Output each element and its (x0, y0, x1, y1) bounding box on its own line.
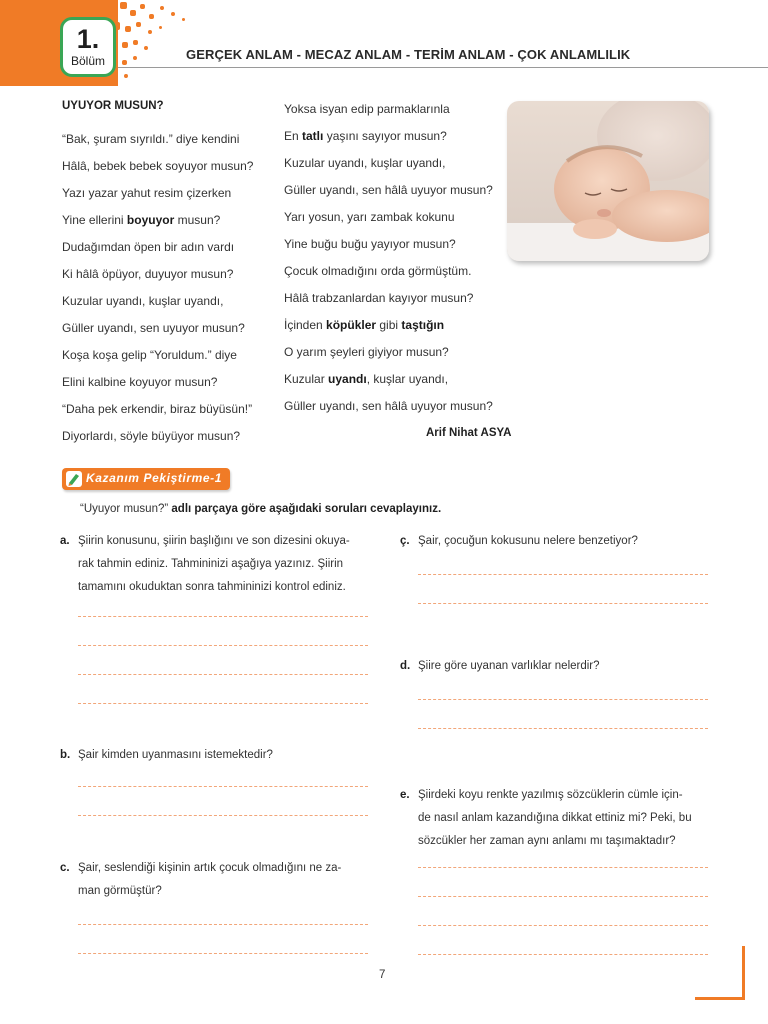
poem-line (284, 209, 493, 236)
answer-line[interactable] (418, 896, 708, 897)
poem-left-column (62, 131, 253, 455)
answer-line[interactable] (418, 603, 708, 604)
question-e (400, 784, 718, 853)
poem-text: Güller uyandı, sen hâlâ uyuyor musun? (284, 183, 493, 197)
answer-line[interactable] (418, 925, 708, 926)
poem-text: Yine ellerini (62, 213, 127, 227)
answer-line[interactable] (78, 924, 368, 925)
poem-line (284, 317, 493, 344)
poem-line (62, 266, 253, 293)
poem-text: Yoksa isyan edip parmaklarınla (284, 102, 450, 116)
question-text: de nasıl anlam kazandığına dikkat ettiniz mi? Peki, bu (418, 812, 692, 824)
answer-line[interactable] (78, 786, 368, 787)
poem-text: Yazı yazar yahut resim çizerken (62, 186, 232, 200)
poem-text: musun? (174, 213, 221, 227)
poem-bold-word: tatlı (302, 129, 324, 143)
poem-bold-word: taştığın (401, 318, 445, 332)
poem-text: , kuşlar uyandı, (366, 372, 449, 386)
poem-text: Hâlâ trabzanlardan kayıyor musun? (284, 291, 474, 305)
poem-text: En (284, 129, 303, 143)
poem-text: Diyorlardı, söyle büyüyor musun? (62, 429, 241, 443)
question-text: rak tahmin ediniz. Tahmininizi aşağıya yazınız. Şiirin (78, 558, 344, 570)
chapter-number: 1. (76, 24, 100, 54)
poem-line (284, 155, 493, 182)
poem-bold-word: köpükler (326, 318, 377, 332)
poem-line (62, 239, 253, 266)
instructions (80, 503, 441, 515)
question-c (60, 857, 378, 903)
decorative-mosaic (108, 0, 198, 86)
poem-right-column (284, 101, 493, 425)
poem-line (62, 185, 253, 212)
poem-text: Güller uyandı, sen hâlâ uyuyor musun? (284, 399, 493, 413)
poem-text: Hâlâ, bebek bebek soyuyor musun? (62, 159, 254, 173)
question-c-cedilla (400, 530, 718, 553)
poem-line (284, 371, 493, 398)
header-title: GERÇEK ANLAM - MECAZ ANLAM - TERİM ANLAM - ÇOK ANLAMLILIK (186, 47, 631, 62)
question-text: Şair, seslendiği kişinin artık çocuk olmadığını ne za- (78, 862, 342, 874)
poem-author: Arif Nihat ASYA (426, 427, 512, 439)
poem-line (284, 263, 493, 290)
poem-text: Kuzular uyandı, kuşlar uyandı, (62, 294, 224, 308)
poem-text: “Daha pek erkendir, biraz büyüsün!” (62, 402, 253, 416)
question-letter: b. (60, 749, 71, 761)
poem-line (284, 128, 493, 155)
poem-line (62, 293, 253, 320)
poem-line (284, 236, 493, 263)
poem-text: Elini kalbine koyuyor musun? (62, 375, 218, 389)
poem-text: Dudağımdan öpen bir adın vardı (62, 240, 235, 254)
kazanim-label: Kazanım Pekiştirme-1 (86, 471, 223, 485)
poem-line (62, 158, 253, 185)
answer-line[interactable] (418, 728, 708, 729)
poem-text: yaşını sayıyor musun? (323, 129, 447, 143)
question-letter: ç. (400, 535, 410, 547)
poem-line (284, 182, 493, 209)
answer-line[interactable] (78, 815, 368, 816)
poem-bold-word: uyandı (328, 372, 367, 386)
question-text: sözcükler her zaman aynı anlamı mı taşımaktadır? (418, 835, 676, 847)
poem-text: İçinden (284, 318, 327, 332)
page-number: 7 (379, 969, 386, 981)
poem-line (62, 212, 253, 239)
answer-line[interactable] (78, 674, 368, 675)
question-b (60, 744, 378, 767)
poem-line (62, 320, 253, 347)
question-text: Şiirin konusunu, şiirin başlığını ve son dizesini okuya- (78, 535, 350, 547)
answer-line[interactable] (418, 954, 708, 955)
poem-text: Çocuk olmadığını orda görmüştüm. (284, 264, 472, 278)
poem-line (284, 344, 493, 371)
corner-bracket (742, 946, 745, 1000)
answer-line[interactable] (418, 574, 708, 575)
poem-text: O yarım şeyleri giyiyor musun? (284, 345, 449, 359)
question-text: man görmüştür? (78, 885, 162, 897)
question-letter: c. (60, 862, 70, 874)
question-text: Şair, çocuğun kokusunu nelere benzetiyor? (418, 535, 638, 547)
question-letter: e. (400, 789, 410, 801)
question-text: Şiire göre uyanan varlıklar nelerdir? (418, 660, 600, 672)
poem-text: Kuzular uyandı, kuşlar uyandı, (284, 156, 446, 170)
answer-line[interactable] (78, 953, 368, 954)
poem-line (62, 401, 253, 428)
question-letter: d. (400, 660, 411, 672)
poem-text: Yine buğu buğu yayıyor musun? (284, 237, 456, 251)
corner-bracket (695, 997, 745, 1000)
answer-line[interactable] (78, 645, 368, 646)
answer-line[interactable] (418, 867, 708, 868)
header-divider (118, 67, 768, 68)
poem-line (62, 428, 253, 455)
question-letter: a. (60, 535, 70, 547)
question-d (400, 655, 718, 678)
instructions-text: adlı parçaya göre aşağıdaki soruları cevaplayınız. (168, 503, 442, 515)
poem-text: Ki hâlâ öpüyor, duyuyor musun? (62, 267, 234, 281)
poem-bold-word: boyuyor (126, 213, 175, 227)
answer-line[interactable] (418, 699, 708, 700)
poem-text: Güller uyandı, sen uyuyor musun? (62, 321, 245, 335)
question-text: tamamını okuduktan sonra tahmininizi kontrol ediniz. (78, 581, 346, 593)
poem-line (62, 374, 253, 401)
chapter-badge (60, 17, 116, 77)
poem-line (284, 290, 493, 317)
pencil-icon (65, 470, 83, 488)
sleeping-baby-photo (507, 101, 709, 261)
poem-text: Kuzular (284, 372, 329, 386)
answer-line[interactable] (78, 616, 368, 617)
question-text: Şair kimden uyanmasını istemektedir? (78, 749, 273, 761)
question-a (60, 530, 378, 599)
kazanim-badge (62, 468, 230, 490)
answer-line[interactable] (78, 703, 368, 704)
poem-line (284, 398, 493, 425)
chapter-word: Bölüm (70, 54, 105, 68)
instructions-quote: “Uyuyor musun?” (80, 503, 169, 515)
poem-line (284, 101, 493, 128)
poem-text: gibi (376, 318, 402, 332)
poem-text: Yarı yosun, yarı zambak kokunu (284, 210, 455, 224)
poem-line (62, 131, 253, 158)
poem-text: “Bak, şuram sıyrıldı.” diye kendini (62, 132, 240, 146)
poem-line (62, 347, 253, 374)
question-text: Şiirdeki koyu renkte yazılmış sözcüklerin cümle için- (418, 789, 683, 801)
poem-title: UYUYOR MUSUN? (62, 100, 164, 112)
poem-text: Koşa koşa gelip “Yoruldum.” diye (62, 348, 237, 362)
